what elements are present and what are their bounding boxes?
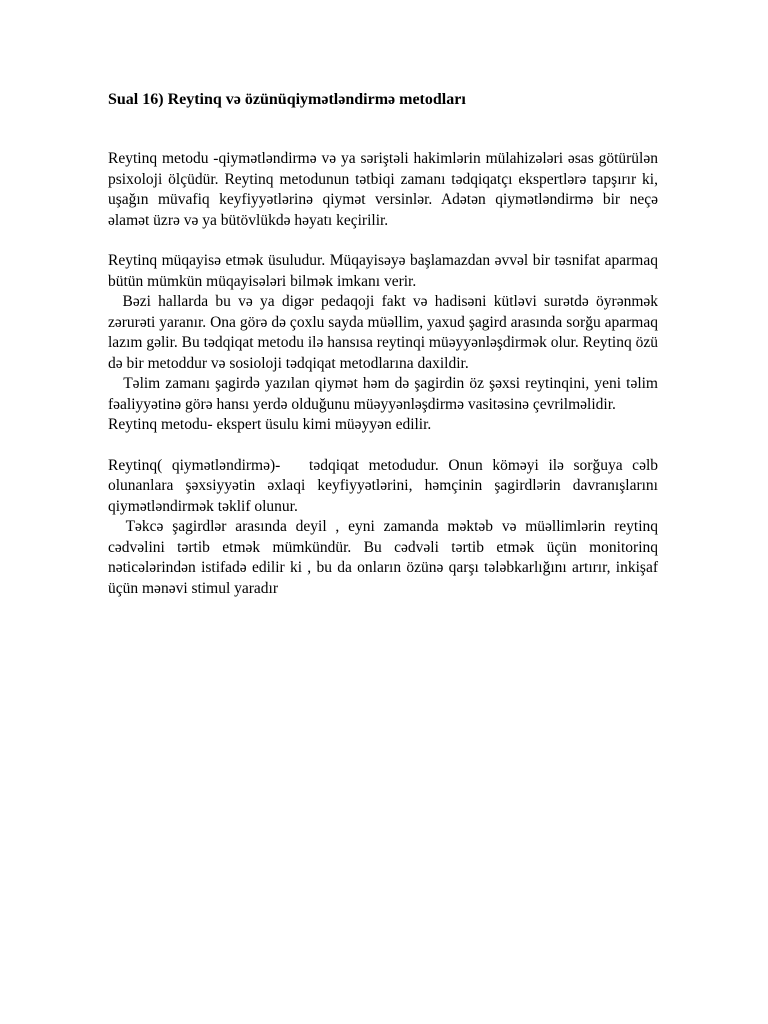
paragraph-rating-method-definition: Reytinq metodu -qiymətləndirmə və ya səriştəli hakimlərin mülahizələri əsas götürülən psixoloji ölçüdür. Reytinq metodunun tətbiqi zamanı tədqiqatçı ekspertlərə tapşırır ki, uşağın müvafiq keyfiyyətlərinə qiymət versinlər. Adətən qiymətləndirmə bir neçə əlamət üzrə və ya bütövlükdə həyatı keçirilir. [108, 150, 658, 229]
paragraph-rating-evaluation: Reytinq( qiymətləndirmə)- tədqiqat metodudur. Onun köməyi ilə sorğuya cəlb olunanlara şəxsiyyətin əxlaqi keyfiyyətlərini, həmçinin şagirdlərin davranışlarını qiymətləndirmək təklif olunur. [108, 456, 662, 515]
paragraph-comparison-method: Reytinq müqayisə etmək üsuludur. Müqayisəyə başlamazdan əvvəl bir təsnifat aparmaq bütün mümkün müqayisələri bilmək imkanı verir. [108, 252, 658, 290]
paragraph-gap [108, 436, 658, 456]
paragraph-student-grade: Təlim zamanı şagirdə yazılan qiymət həm də şagirdin öz şəxsi reytinqini, yeni təlim fəaliyyətinə görə hansı yerdə olduğunu müəyyənləşdirmə vasitəsinə çevrilməlidir. [108, 375, 662, 413]
paragraph-school-ranking: Təkcə şagirdlər arasında deyil , eyni zamanda məktəb və müəllimlərin reytinq cədvəlini tərtib etmək mümkündür. Bu cədvəli tərtib etmək üçün monitorinq nəticələrindən istifadə edilir ki , bu da onların özünə qarşı tələbkarlığını artırır, inkişaf üçün mənəvi stimul yaradır [108, 518, 662, 597]
paragraph-gap [108, 231, 658, 251]
paragraph-expert-method: Reytinq metodu- ekspert üsulu kimi müəyyən edilir. [108, 416, 432, 433]
document-heading: Sual 16) Reytinq və özünüqiymətləndirmə metodları [108, 91, 466, 108]
document-page [108, 90, 662, 599]
paragraph-mass-study: Bəzi hallarda bu və ya digər pedaqoji fakt və hadisəni kütləvi surətdə öyrənmək zərurəti yaranır. Ona görə də çoxlu sayda müəllim, yaxud şagird arasında sorğu aparmaq lazım gəlir. Bu tədqiqat metodu ilə hansısa reytinqi müəyyənləşdirmək olur. Reytinq özü də bir metoddur və sosioloji tədqiqat metodlarına daxildir. [108, 293, 662, 372]
